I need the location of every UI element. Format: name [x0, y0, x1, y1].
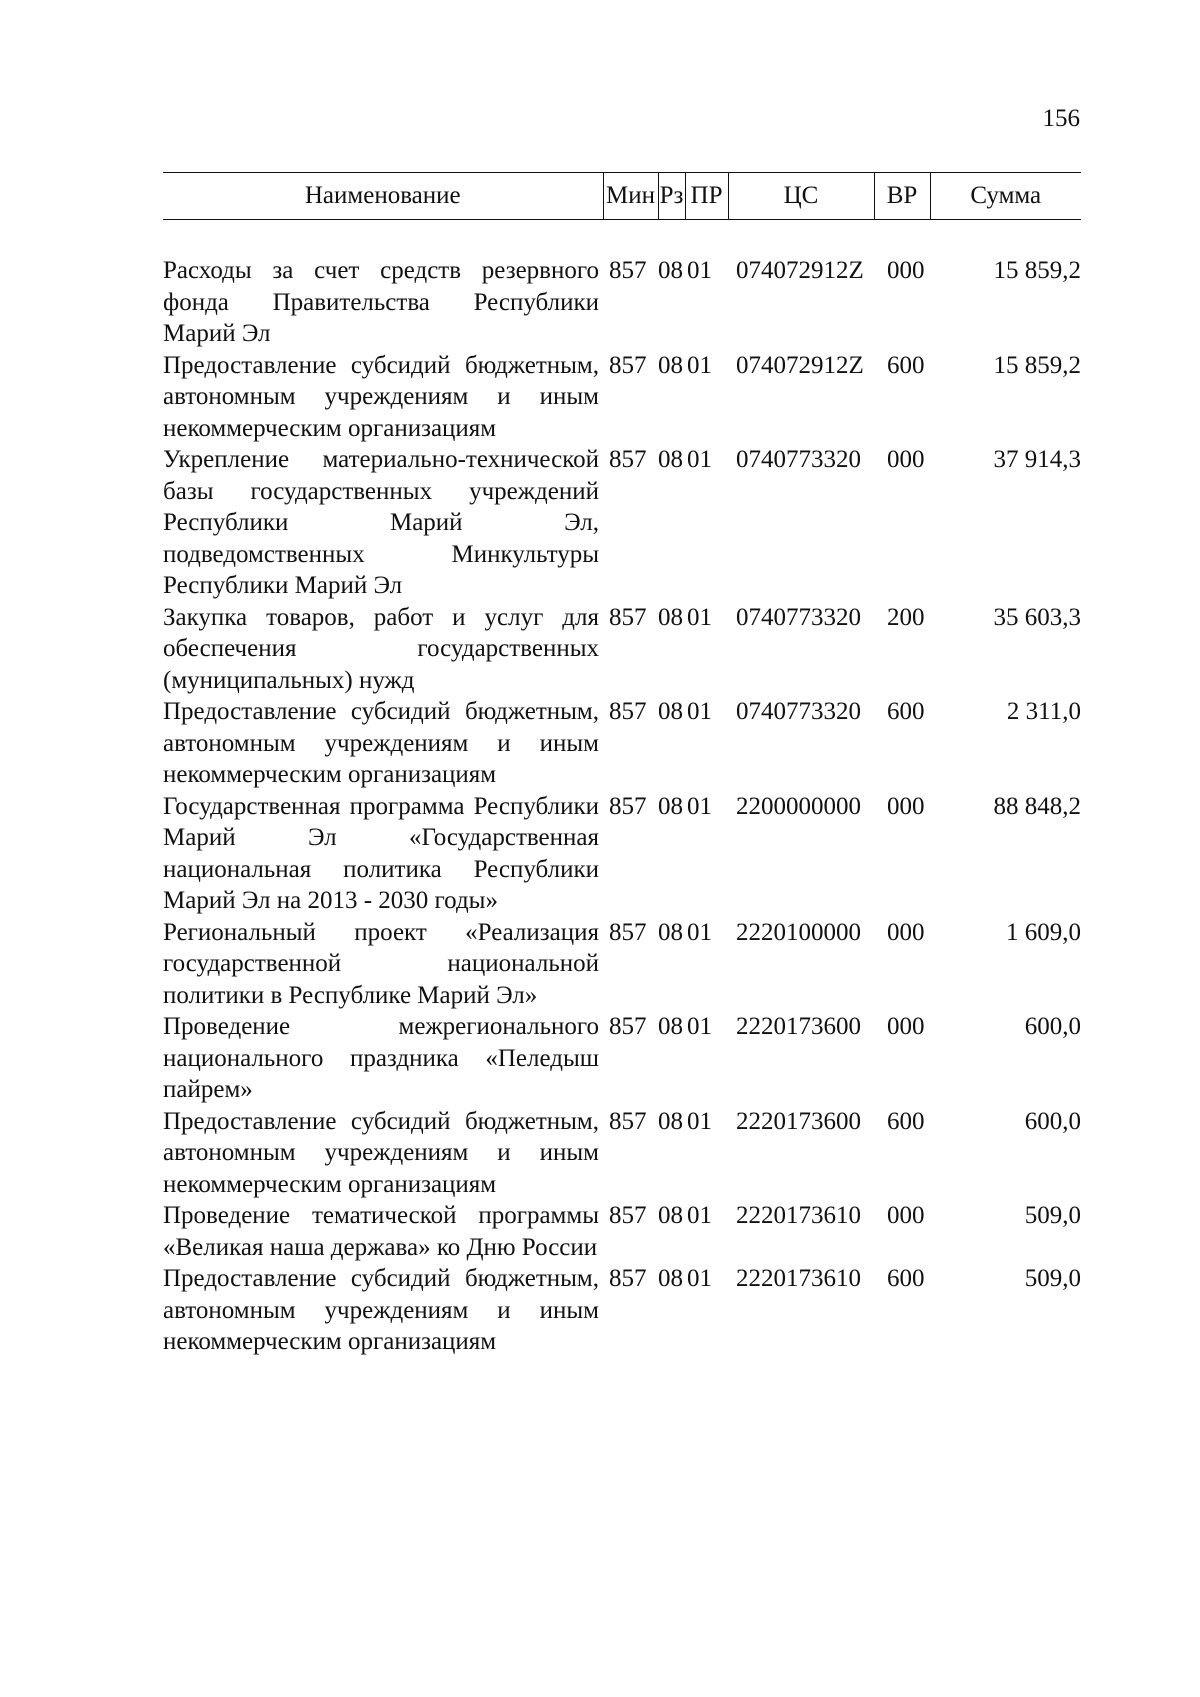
row-pr: 01: [687, 792, 712, 820]
table-row: [163, 1011, 1081, 1106]
header-rz: Рз: [658, 173, 685, 220]
table-row: [163, 791, 1081, 917]
table-row: [163, 444, 1081, 602]
row-vr: 600: [887, 1265, 925, 1292]
row-sum: 509,0: [1024, 1202, 1081, 1229]
table-row: [163, 602, 1081, 697]
header-vr: ВР: [874, 173, 930, 220]
row-rz: 08: [658, 1202, 683, 1229]
row-rz: 08: [658, 1265, 683, 1292]
header-spacer: [163, 220, 1081, 256]
row-name: Предоставление субсидий бюджетным, автономным учреждениям и иным некоммерческим организациям: [163, 1265, 599, 1355]
row-cs: 2220100000: [736, 918, 861, 946]
row-pr: 01: [687, 603, 712, 631]
row-min: 857: [609, 603, 647, 631]
row-sum: 37 914,3: [993, 446, 1081, 473]
row-cs: 2200000000: [736, 792, 861, 820]
table-row: [163, 1200, 1081, 1263]
header-min: Мин: [603, 173, 658, 220]
table-row: [163, 350, 1081, 445]
row-min: 857: [609, 1202, 647, 1229]
row-rz: 08: [658, 1107, 683, 1135]
row-vr: 000: [887, 446, 925, 473]
row-rz: 08: [658, 603, 683, 631]
row-vr: 600: [887, 698, 925, 725]
row-cs: 0740773320: [736, 698, 861, 725]
row-pr: 01: [687, 698, 712, 725]
row-min: 857: [609, 351, 647, 379]
row-sum: 15 859,2: [993, 257, 1081, 284]
row-name: Укрепление материально-технической базы государственных учреждений Республики Марий Эл, подведомственных Минкультуры Республики Марий Эл: [163, 446, 599, 599]
row-name: Предоставление субсидий бюджетным, автономным учреждениям и иным некоммерческим организациям: [163, 351, 599, 442]
row-name: Предоставление субсидий бюджетным, автономным учреждениям и иным некоммерческим организациям: [163, 698, 599, 788]
row-vr: 600: [887, 1107, 925, 1135]
row-pr: 01: [687, 257, 712, 284]
row-name: Расходы за счет средств резервного фонда Правительства Республики Марий Эл: [163, 257, 599, 347]
row-min: 857: [609, 446, 647, 473]
row-name: Региональный проект «Реализация государственной национальной политики в Республике Марий Эл»: [163, 918, 599, 1009]
row-cs: 2220173610: [736, 1202, 861, 1229]
row-name: Проведение тематической программы «Великая наша держава» ко Дню России: [163, 1202, 599, 1261]
row-cs: 2220173600: [736, 1013, 861, 1040]
row-cs: 2220173610: [736, 1265, 861, 1292]
table-row: [163, 917, 1081, 1012]
row-name: Закупка товаров, работ и услуг для обеспечения государственных (муниципальных) нужд: [163, 603, 599, 694]
row-name: Предоставление субсидий бюджетным, автономным учреждениям и иным некоммерческим организациям: [163, 1107, 599, 1198]
row-sum: 88 848,2: [993, 792, 1081, 820]
row-rz: 08: [658, 918, 683, 946]
row-pr: 01: [687, 446, 712, 473]
page-number: 156: [1042, 105, 1080, 132]
row-rz: 08: [658, 1013, 683, 1040]
row-name: Государственная программа Республики Марий Эл «Государственная национальная политика Республики Марий Эл на 2013 - 2030 годы»: [163, 792, 599, 914]
header-sum: Сумма: [930, 173, 1081, 220]
row-rz: 08: [658, 698, 683, 725]
budget-table: [163, 172, 1081, 1358]
row-pr: 01: [687, 918, 712, 946]
row-pr: 01: [687, 351, 712, 379]
row-vr: 600: [887, 351, 925, 379]
row-vr: 000: [887, 1013, 925, 1040]
row-cs: 074072912Z: [736, 351, 864, 379]
row-vr: 200: [887, 603, 925, 631]
header-name: Наименование: [163, 173, 603, 220]
spacer-cell: [163, 220, 1081, 256]
row-name: Проведение межрегионального национального праздника «Пеледыш пайрем»: [163, 1013, 599, 1103]
row-rz: 08: [658, 351, 683, 379]
header-row: [163, 173, 1081, 220]
row-vr: 000: [887, 257, 925, 284]
row-sum: 600,0: [1024, 1107, 1081, 1135]
row-sum: 35 603,3: [993, 603, 1081, 631]
row-rz: 08: [658, 446, 683, 473]
header-pr: ПР: [685, 173, 728, 220]
row-cs: 074072912Z: [736, 257, 864, 284]
row-min: 857: [609, 1265, 647, 1292]
row-cs: 0740773320: [736, 603, 861, 631]
table-row: [163, 255, 1081, 350]
row-pr: 01: [687, 1265, 712, 1292]
header-cs: ЦС: [728, 173, 874, 220]
table-body: [163, 220, 1081, 1358]
row-vr: 000: [887, 1202, 925, 1229]
table-row: [163, 1106, 1081, 1201]
row-vr: 000: [887, 918, 925, 946]
row-rz: 08: [658, 257, 683, 284]
row-pr: 01: [687, 1013, 712, 1040]
row-sum: 15 859,2: [993, 351, 1081, 379]
row-min: 857: [609, 918, 647, 946]
row-sum: 600,0: [1024, 1013, 1081, 1040]
row-cs: 0740773320: [736, 446, 861, 473]
row-min: 857: [609, 1013, 647, 1040]
table-row: [163, 696, 1081, 791]
row-sum: 509,0: [1024, 1265, 1081, 1292]
row-rz: 08: [658, 792, 683, 820]
row-sum: 1 609,0: [1006, 918, 1081, 946]
row-cs: 2220173600: [736, 1107, 861, 1135]
row-pr: 01: [687, 1107, 712, 1135]
table-header: [163, 173, 1081, 220]
row-pr: 01: [687, 1202, 712, 1229]
row-min: 857: [609, 792, 647, 820]
row-sum: 2 311,0: [1006, 698, 1081, 725]
row-min: 857: [609, 1107, 647, 1135]
row-min: 857: [609, 698, 647, 725]
row-min: 857: [609, 257, 647, 284]
row-vr: 000: [887, 792, 925, 820]
table-row: [163, 1263, 1081, 1358]
